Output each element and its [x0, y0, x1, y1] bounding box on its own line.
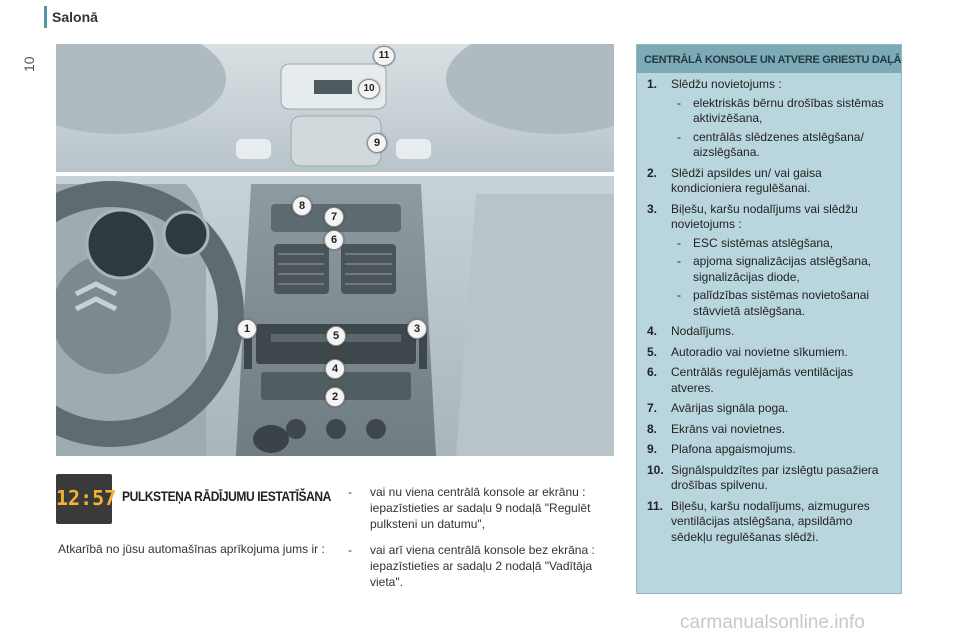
callout-7: 7 [324, 207, 344, 227]
callout-2: 2 [325, 387, 345, 407]
panel-subitem [671, 254, 893, 285]
subitem-text: palīdzības sistēmas novietošanai stāvvietā atslēgšana. [693, 288, 870, 318]
panel-item [647, 345, 893, 361]
clock-digits: 12:57 [56, 486, 117, 510]
subitem-text: centrālās slēdzenes atslēgšana/ aizslēgšana. [693, 129, 864, 159]
option-dash: - [348, 485, 352, 499]
panel-item-number: 1. [647, 77, 658, 91]
panel-item-number: 4. [647, 324, 658, 338]
panel-item [647, 463, 893, 494]
panel-item-text: Centrālās regulējamās ventilācijas atveres. [671, 365, 854, 395]
panel-item-text: Biļešu, karšu nodalījums vai slēdžu novietojums : [671, 201, 858, 231]
panel-item-text: Avārijas signāla poga. [671, 401, 789, 415]
panel-item-text: Ekrāns vai novietnes. [671, 421, 786, 436]
callout-5: 5 [326, 326, 346, 346]
subitem-text: ESC sistēmas atslēgšana, [693, 235, 834, 250]
panel-item [647, 422, 893, 438]
panel-item-text: Slēdži apsildes un/ vai gaisa kondicioniera regulēšanai. [671, 165, 822, 195]
header-accent-bar [44, 6, 47, 28]
callout-4: 4 [325, 359, 345, 379]
callout-6: 6 [324, 230, 344, 250]
clock-intro-text: Atkarībā no jūsu automašīnas aprīkojuma jums ir : [58, 542, 325, 556]
subitem-dash: - [677, 288, 681, 302]
panel-subitem [671, 288, 893, 319]
subitem-text: apjoma signalizācijas atslēgšana, signalizācijas diode, [693, 254, 872, 284]
subitem-dash: - [677, 129, 681, 144]
subitem-dash: - [677, 254, 681, 268]
panel-item [647, 324, 893, 340]
panel-item-number: 9. [647, 442, 658, 456]
panel-subitem-list [671, 96, 893, 161]
clock-display-icon [56, 474, 117, 524]
panel-item-number: 8. [647, 421, 658, 436]
console-info-panel [636, 44, 902, 594]
callout-11: 11 [373, 46, 395, 66]
callout-8: 8 [292, 196, 312, 216]
page-title: Salonā [52, 9, 98, 25]
panel-item-number: 11. [647, 498, 664, 513]
panel-item [647, 166, 893, 197]
subitem-text: elektriskās bērnu drošības sistēmas aktivizēšana, [693, 95, 884, 125]
panel-item [647, 499, 893, 546]
subitem-dash: - [677, 235, 681, 250]
panel-item [647, 365, 893, 396]
clock-section-title: PULKSTEŅA RĀDĪJUMU IESTATĪŠANA [122, 488, 331, 504]
callout-9: 9 [367, 133, 387, 153]
watermark-text: carmanualsonline.info [680, 612, 865, 633]
callout-3: 3 [407, 319, 427, 339]
panel-item [647, 401, 893, 417]
panel-item-text: Autoradio vai novietne sīkumiem. [671, 344, 848, 359]
panel-item-text: Slēdžu novietojums : [671, 77, 782, 91]
panel-item-text: Nodalījums. [671, 324, 735, 338]
interior-photo [56, 44, 614, 456]
panel-item [647, 442, 893, 458]
panel-item-number: 6. [647, 365, 658, 379]
option-dash: - [348, 543, 352, 557]
callout-10: 10 [358, 79, 380, 99]
panel-subitem-list [671, 236, 893, 320]
panel-item-number: 3. [647, 201, 658, 216]
panel-item-text: Biļešu, karšu nodalījums, aizmugures ventilācijas atslēgšana, apsildāmo sēdekļu regulēšanas slēdži. [671, 498, 870, 544]
callout-1: 1 [237, 319, 257, 339]
panel-item [647, 77, 893, 161]
panel-item-number: 2. [647, 165, 658, 180]
panel-item-number: 10. [647, 462, 664, 477]
option-text: vai arī viena centrālā konsole bez ekrāna : iepazīstieties ar sadaļu 2 nodaļā "Vadītāja vieta". [370, 543, 595, 589]
subitem-dash: - [677, 95, 681, 110]
panel-title: CENTRĀLĀ KONSOLE UN ATVERE GRIESTU DAĻĀ [637, 45, 901, 73]
option-text: vai nu viena centrālā konsole ar ekrānu : iepazīstieties ar sadaļu 9 nodaļā "Regulēt pulksteni un datumu", [370, 485, 591, 531]
panel-subitem [671, 130, 893, 161]
panel-item-text: Plafona apgaismojums. [671, 442, 796, 456]
clock-option [346, 542, 618, 590]
panel-item-number: 7. [647, 401, 658, 415]
panel-subitem [671, 236, 893, 252]
clock-options-list [346, 484, 618, 600]
panel-item-text: Signālspuldzītes par izslēgtu pasažiera drošības spilvenu. [671, 462, 879, 492]
page-number: 10 [21, 56, 37, 72]
panel-subitem [671, 96, 893, 127]
panel-item [647, 202, 893, 320]
clock-option [346, 484, 618, 532]
panel-items-list [637, 73, 901, 545]
panel-item-number: 5. [647, 344, 658, 359]
